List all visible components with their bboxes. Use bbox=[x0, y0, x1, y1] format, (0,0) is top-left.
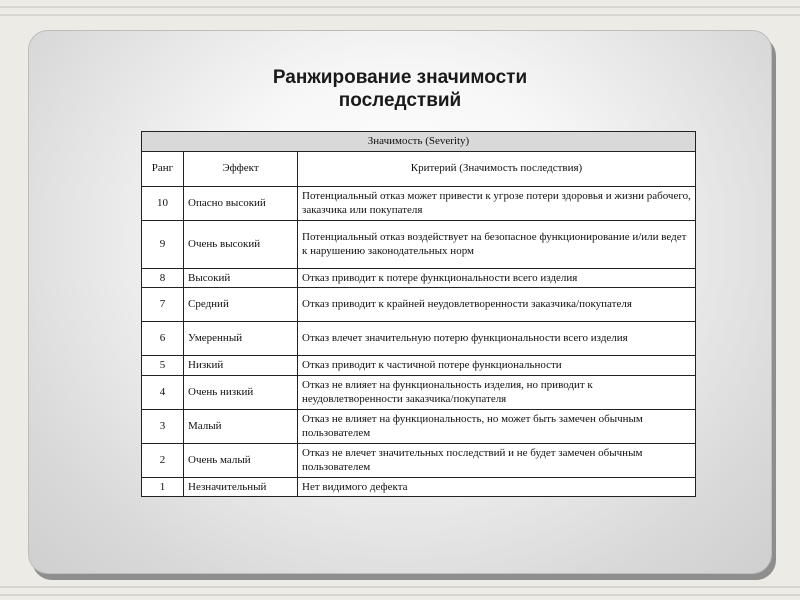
criterion-cell: Отказ не влияет на функциональность, но может быть замечен обычным пользователем bbox=[298, 409, 696, 443]
header-effect: Эффект bbox=[184, 151, 298, 186]
slide-title-line2: последствий bbox=[338, 90, 462, 111]
table-row bbox=[142, 288, 696, 322]
criterion-cell: Отказ приводит к потере функциональности всего изделия bbox=[298, 268, 696, 288]
criterion-cell: Потенциальный отказ может привести к угрозе потери здоровья и жизни рабочего, заказчика или покупателя bbox=[298, 186, 696, 220]
rank-cell: 3 bbox=[142, 409, 184, 443]
rank-cell: 10 bbox=[142, 186, 184, 220]
criterion-cell: Нет видимого дефекта bbox=[298, 477, 696, 497]
criterion-cell: Отказ приводит к частичной потере функциональности bbox=[298, 356, 696, 376]
effect-cell: Очень малый bbox=[184, 443, 298, 477]
criterion-cell: Отказ приводит к крайней неудовлетворенности заказчика/покупателя bbox=[298, 288, 696, 322]
background-stripe bbox=[0, 594, 800, 596]
header-rank: Ранг bbox=[142, 151, 184, 186]
effect-cell: Высокий bbox=[184, 268, 298, 288]
background-stripe bbox=[0, 14, 800, 16]
table-row bbox=[142, 375, 696, 409]
effect-cell: Средний bbox=[184, 288, 298, 322]
rank-cell: 8 bbox=[142, 268, 184, 288]
criterion-cell: Отказ не влечет значительных последствий и не будет замечен обычным пользователем bbox=[298, 443, 696, 477]
effect-cell: Незначительный bbox=[184, 477, 298, 497]
rank-cell: 7 bbox=[142, 288, 184, 322]
severity-table bbox=[141, 131, 696, 497]
table-caption: Значимость (Severity) bbox=[142, 132, 696, 152]
header-criterion: Критерий (Значимость последствия) bbox=[298, 151, 696, 186]
effect-cell: Опасно высокий bbox=[184, 186, 298, 220]
background-stripe bbox=[0, 6, 800, 8]
table-row bbox=[142, 322, 696, 356]
criterion-cell: Отказ не влияет на функциональность изделия, но приводит к неудовлетворенности заказчика/покупателя bbox=[298, 375, 696, 409]
background-stripe bbox=[0, 586, 800, 588]
effect-cell: Умеренный bbox=[184, 322, 298, 356]
slide-title-line1: Ранжирование значимости bbox=[272, 67, 528, 88]
table-header-row bbox=[142, 151, 696, 186]
criterion-cell: Отказ влечет значительную потерю функциональности всего изделия bbox=[298, 322, 696, 356]
effect-cell: Низкий bbox=[184, 356, 298, 376]
rank-cell: 5 bbox=[142, 356, 184, 376]
effect-cell: Очень высокий bbox=[184, 220, 298, 268]
rank-cell: 1 bbox=[142, 477, 184, 497]
rank-cell: 2 bbox=[142, 443, 184, 477]
rank-cell: 4 bbox=[142, 375, 184, 409]
table-row bbox=[142, 477, 696, 497]
table-row bbox=[142, 220, 696, 268]
criterion-cell: Потенциальный отказ воздействует на безопасное функционирование и/или ведет к нарушению законодательных норм bbox=[298, 220, 696, 268]
table-row bbox=[142, 268, 696, 288]
rank-cell: 9 bbox=[142, 220, 184, 268]
effect-cell: Очень низкий bbox=[184, 375, 298, 409]
table-row bbox=[142, 443, 696, 477]
table-body bbox=[142, 186, 696, 497]
table-row bbox=[142, 356, 696, 376]
effect-cell: Малый bbox=[184, 409, 298, 443]
table-row bbox=[142, 409, 696, 443]
table-row bbox=[142, 186, 696, 220]
rank-cell: 6 bbox=[142, 322, 184, 356]
slide-title bbox=[28, 66, 772, 112]
